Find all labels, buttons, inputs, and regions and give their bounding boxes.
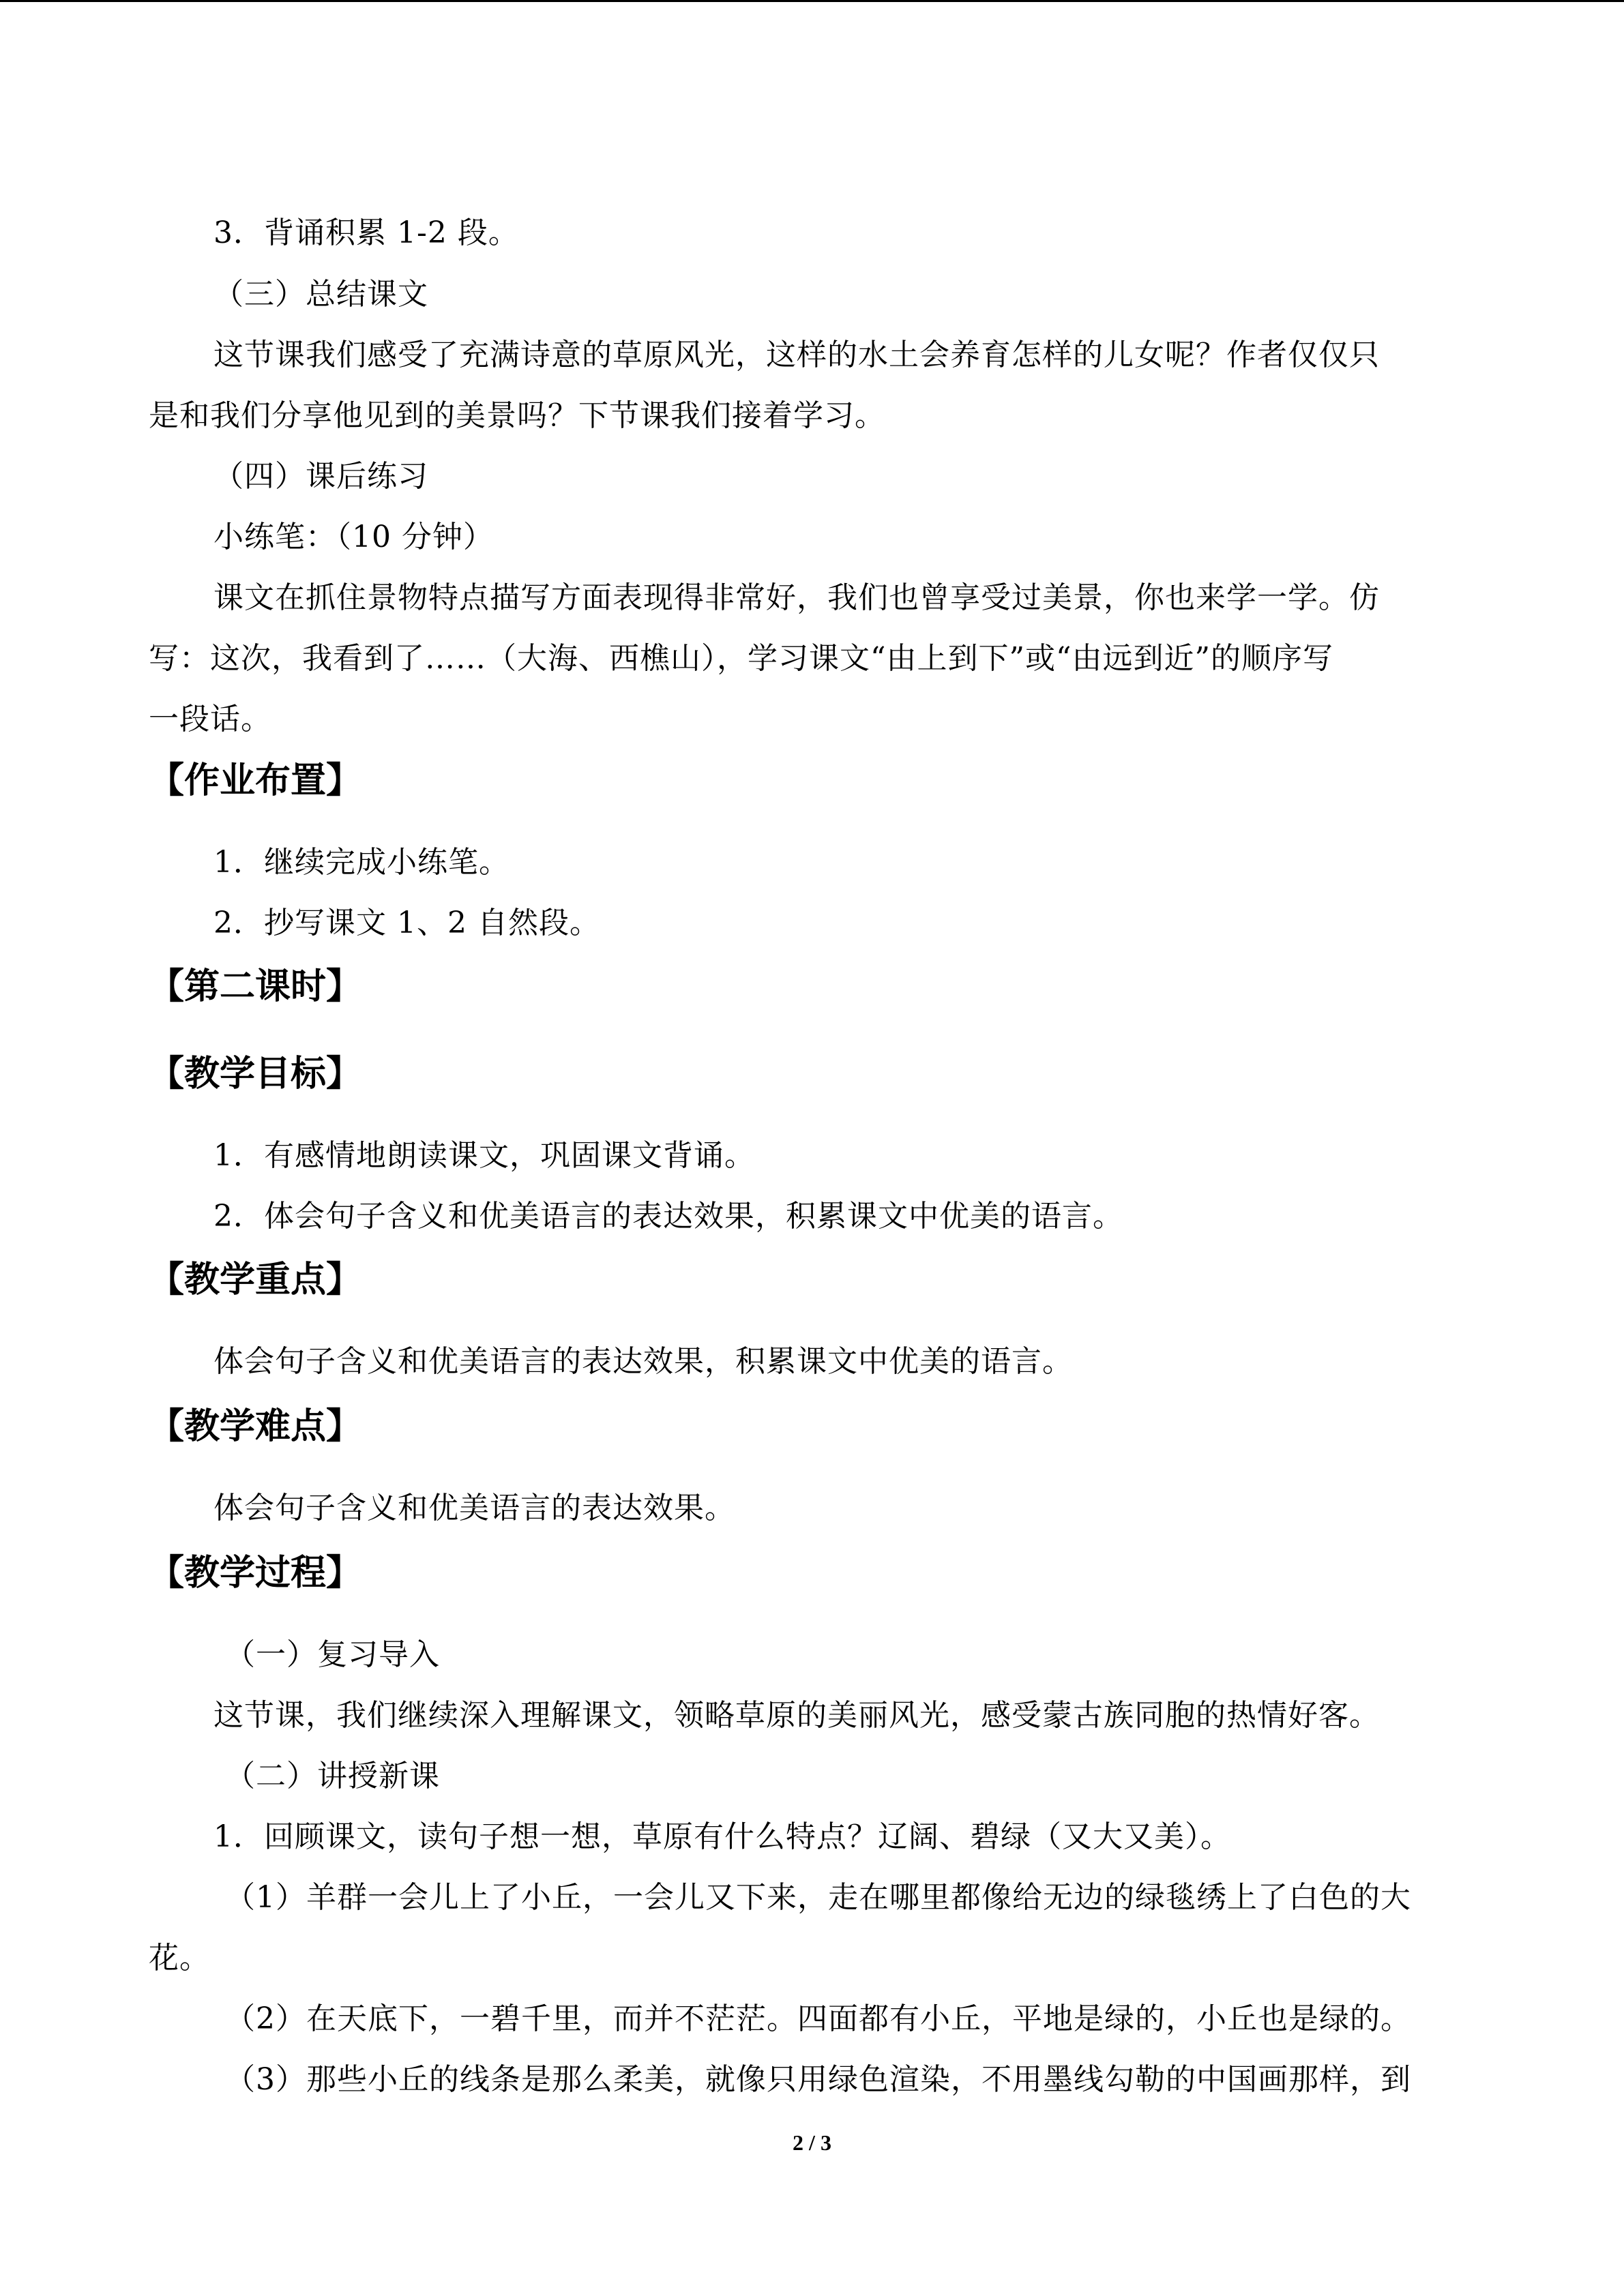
paragraph-line: 3．背诵积累 1-2 段。 <box>213 215 519 250</box>
list-item: 1．继续完成小练笔。 <box>213 845 510 880</box>
section-heading-homework: 【作业布置】 <box>149 760 362 801</box>
paragraph-line: 花。 <box>149 1941 210 1976</box>
section-subheading: （一）复习导入 <box>225 1637 440 1672</box>
list-item: 2．体会句子含义和优美语言的表达效果，积累课文中优美的语言。 <box>213 1199 1123 1234</box>
list-item: 1．有感情地朗读课文，巩固课文背诵。 <box>213 1138 755 1173</box>
section-heading-objectives: 【教学目标】 <box>149 1054 362 1094</box>
paragraph-line: （3）那些小丘的线条是那么柔美，就像只用绿色渲染，不用墨线勾勒的中国画那样，到 <box>225 2062 1411 2097</box>
paragraph-line: 这节课我们感受了充满诗意的草原风光，这样的水土会养育怎样的儿女呢？作者仅仅只 <box>213 338 1380 372</box>
paragraph-line: （1）羊群一会儿上了小丘，一会儿又下来，走在哪里都像给无边的绿毯绣上了白色的大 <box>225 1880 1411 1915</box>
paragraph-line: （2）在天底下，一碧千里，而并不茫茫。四面都有小丘，平地是绿的，小丘也是绿的。 <box>225 2001 1411 2036</box>
paragraph-line: 体会句子含义和优美语言的表达效果，积累课文中优美的语言。 <box>213 1344 1073 1379</box>
section-subheading: （二）讲授新课 <box>225 1759 440 1793</box>
section-heading-second-lesson: 【第二课时】 <box>149 966 362 1007</box>
paragraph-line: 是和我们分享他见到的美景吗？下节课我们接着学习。 <box>149 398 885 433</box>
section-heading-difficulties: 【教学难点】 <box>149 1406 362 1447</box>
paragraph-line: 1．回顾课文，读句子想一想，草原有什么特点？辽阔、碧绿（又大又美）。 <box>213 1819 1231 1854</box>
paragraph-line: 小练笔：（10 分钟） <box>213 520 494 554</box>
document-page <box>149 0 1475 2296</box>
paragraph-line: 这节课，我们继续深入理解课文，领略草原的美丽风光，感受蒙古族同胞的热情好客。 <box>213 1698 1380 1733</box>
paragraph-line: 一段话。 <box>149 702 271 736</box>
page-number: 2 / 3 <box>793 2130 831 2155</box>
section-heading-process: 【教学过程】 <box>149 1553 362 1594</box>
paragraph-line: 体会句子含义和优美语言的表达效果。 <box>213 1491 735 1525</box>
list-item: 2．抄写课文 1、2 自然段。 <box>213 906 600 940</box>
section-subheading: （三）总结课文 <box>213 277 428 312</box>
section-heading-key-points: 【教学重点】 <box>149 1259 362 1300</box>
paragraph-line: 写：这次，我看到了……（大海、西樵山），学习课文“由上到下”或“由远到近”的顺序写 <box>149 641 1333 676</box>
section-subheading: （四）课后练习 <box>213 459 428 494</box>
paragraph-line: 课文在抓住景物特点描写方面表现得非常好，我们也曾享受过美景，你也来学一学。仿 <box>213 580 1380 615</box>
